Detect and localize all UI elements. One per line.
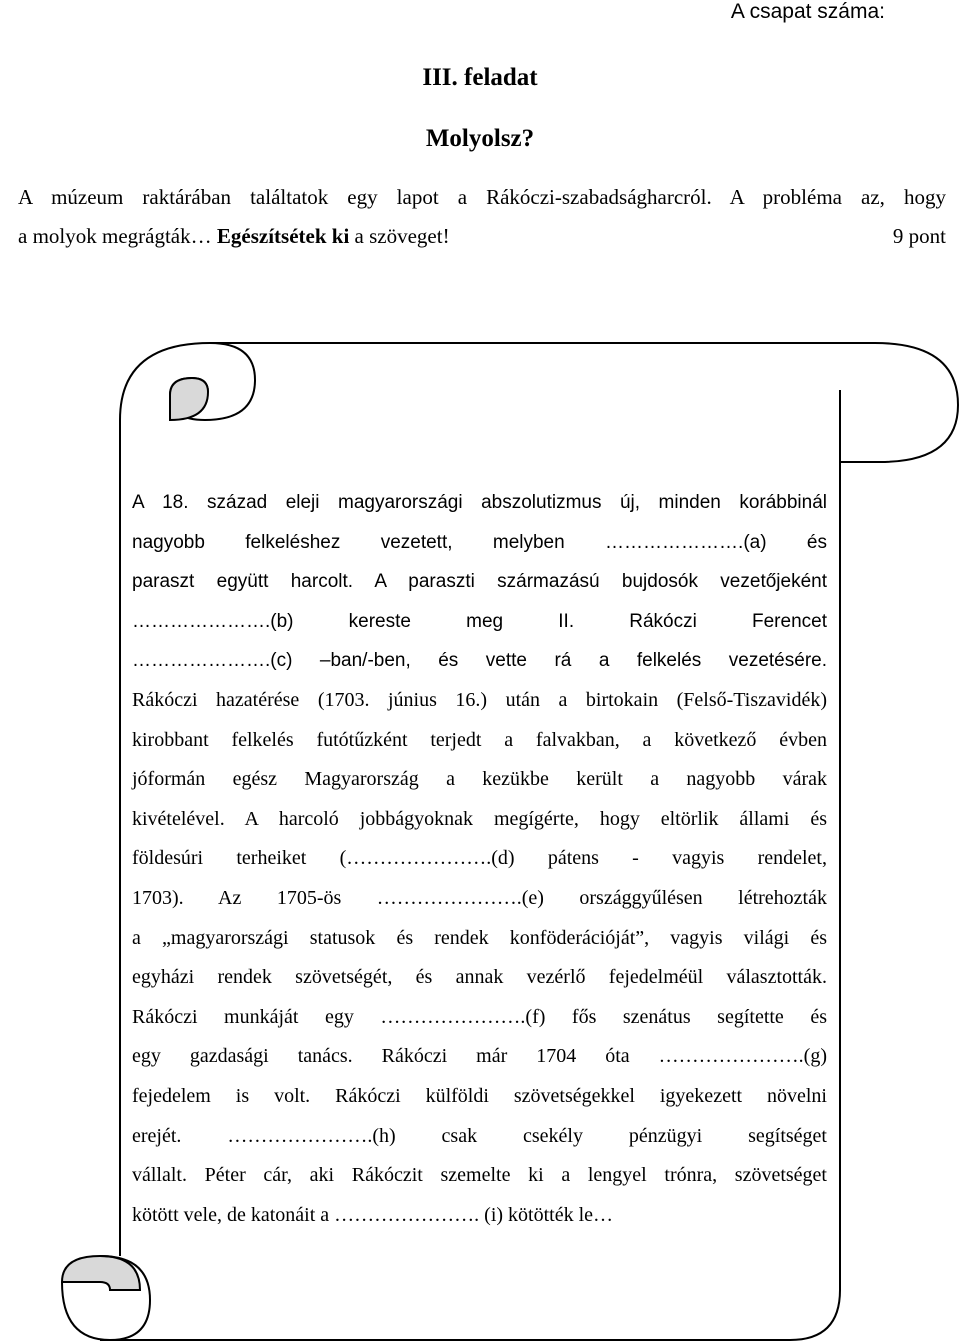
scroll-line: Rákóczi hazatérése (1703. június 16.) után a birtokain (Felső-Tiszavidék)	[132, 688, 827, 711]
scroll-text	[132, 483, 827, 1235]
scroll-line: fejedelem is volt. Rákóczi külföldi szövetségekkel igyekezett növelni	[132, 1084, 827, 1107]
intro-bold: Egészítsétek ki	[216, 224, 350, 248]
scroll-line: 1703). Az 1705-ös ………………….(e) országgyűlésen létrehozták	[132, 886, 827, 909]
scroll-line: egyházi rendek szövetségét, és annak vezérlő fejedelméül választották.	[132, 966, 827, 989]
points-label: 9 pont	[892, 224, 946, 248]
scroll-line: Rákóczi munkáját egy ………………….(f) fős szenátus segítette és	[132, 1005, 827, 1028]
scroll-line: kivételével. A harcoló jobbágyoknak megígérte, hogy eltörlik állami és	[132, 807, 827, 830]
scroll-line: paraszt együtt harcolt. A paraszti származású bujdosók vezetőjeként	[132, 571, 827, 593]
scroll-top-curl-fill	[170, 378, 208, 420]
scroll-line: nagyobb felkeléshez vezetett, melyben ………………….(a) és	[132, 531, 827, 553]
scroll-line: egy gazdasági tanács. Rákóczi már 1704 óta ………………….(g)	[132, 1045, 827, 1068]
task-title: III. feladat	[422, 64, 538, 91]
scroll-line: A 18. század eleji magyarországi abszolutizmus új, minden korábbinál	[132, 492, 827, 513]
scroll-line: ………………….(b) kereste meg II. Rákóczi Ferencet	[132, 610, 827, 632]
scroll-line: kirobbant felkelés futótűzként terjedt a falvakban, a következő évben	[132, 728, 827, 751]
task-subtitle: Molyolsz?	[425, 125, 535, 152]
scroll-top-edge	[210, 343, 958, 462]
scroll-line: kötött vele, de katonáit a …………………. (i) kötötték le…	[132, 1203, 614, 1226]
team-number-label: A csapat száma:	[730, 0, 885, 23]
intro-line-1: A múzeum raktárában találtatok egy lapot a Rákóczi-szabadságharcról. A probléma az, hogy	[18, 185, 946, 209]
scroll-line: jóformán egész Magyarország a kezükbe került a nagyobb várak	[132, 768, 827, 791]
scroll-line: a „magyarországi statusok és rendek konföderációját”, vagyis világi és	[132, 926, 827, 949]
intro-text-b: a szöveget!	[349, 224, 450, 248]
scroll-line: erejét. ………………….(h) csak csekély pénzügyi segítséget	[132, 1124, 827, 1147]
intro-text-a: a molyok megrágták…	[18, 224, 217, 248]
scroll-line: földesúri terheiket (………………….(d) pátens - vagyis rendelet,	[132, 847, 827, 870]
scroll-line: ………………….(c) –ban/-ben, és vette rá a felkelés vezetésére.	[132, 650, 827, 672]
scroll-line: vállalt. Péter cár, aki Rákóczit szemelte ki a lengyel trónra, szövetséget	[132, 1164, 827, 1187]
